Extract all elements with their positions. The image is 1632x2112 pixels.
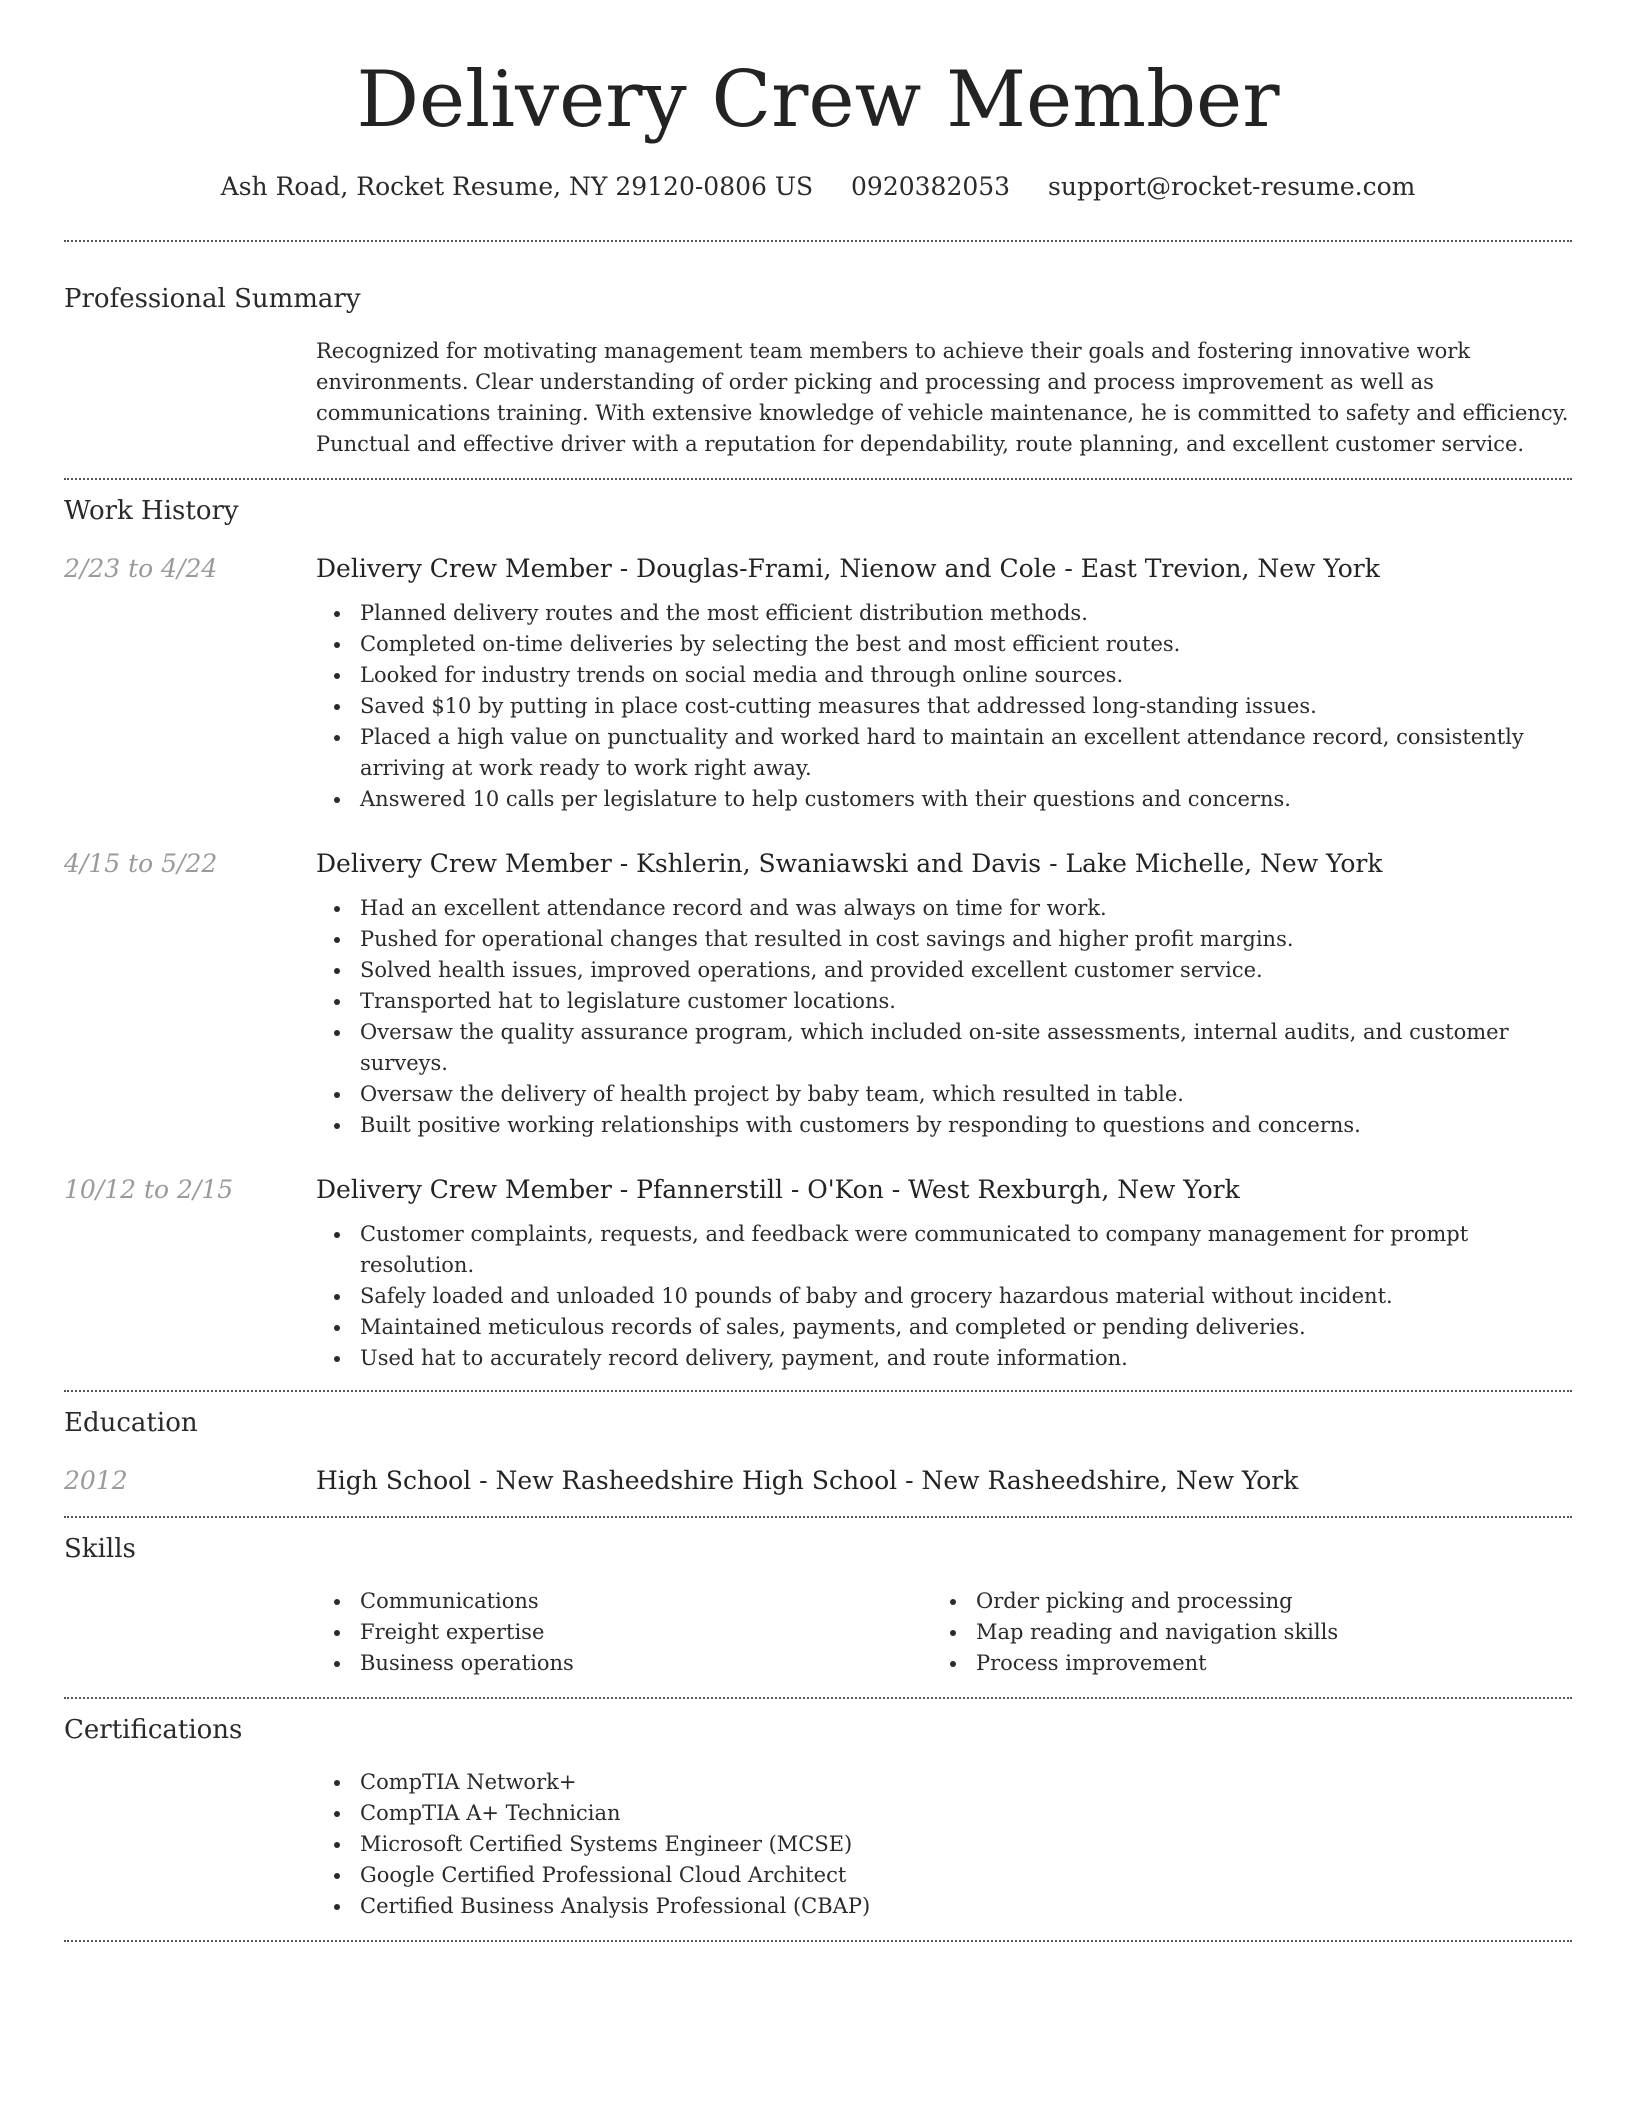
education-heading: Education [64,1408,198,1438]
divider [64,1697,1572,1699]
job-bullets [316,1219,1572,1374]
education-year: 2012 [64,1466,128,1495]
job-heading: Delivery Crew Member - Pfannerstill - O'Kon - West Rexburgh, New York [316,1175,1240,1204]
list-item: Map reading and navigation skills [976,1617,1548,1648]
divider [64,1940,1572,1942]
list-item: Placed a high value on punctuality and worked hard to maintain an excellent attendance record, consistently arriving at work ready to work right away. [360,722,1572,784]
education-entry [64,1464,1572,1498]
certifications-section [64,1713,1572,1922]
certifications-list [316,1767,1572,1922]
work-history-heading: Work History [64,496,239,526]
list-item: Planned delivery routes and the most efficient distribution methods. [360,598,1572,629]
list-item: Google Certified Professional Cloud Architect [360,1860,1572,1891]
contact-line [64,170,1572,204]
job-heading: Delivery Crew Member - Kshlerin, Swaniawski and Davis - Lake Michelle, New York [316,849,1383,878]
skills-heading: Skills [64,1534,136,1564]
skills-column-left [316,1586,932,1679]
contact-address: Ash Road, Rocket Resume, NY 29120-0806 US [220,172,814,201]
list-item: Process improvement [976,1648,1548,1679]
list-item: CompTIA A+ Technician [360,1798,1572,1829]
list-item: Answered 10 calls per legislature to help customers with their questions and concerns. [360,784,1572,815]
list-item: Used hat to accurately record delivery, payment, and route information. [360,1343,1572,1374]
summary-heading: Professional Summary [64,284,361,314]
list-item: Certified Business Analysis Professional (CBAP) [360,1891,1572,1922]
list-item: Had an excellent attendance record and was always on time for work. [360,893,1572,924]
list-item: Communications [360,1586,932,1617]
list-item: Saved $10 by putting in place cost-cutting measures that addressed long-standing issues. [360,691,1572,722]
list-item: Built positive working relationships with customers by responding to questions and concerns. [360,1110,1572,1141]
certifications-heading: Certifications [64,1715,243,1745]
list-item: Safely loaded and unloaded 10 pounds of baby and grocery hazardous material without incident. [360,1281,1572,1312]
work-history-section [64,494,1572,1374]
list-item: Maintained meticulous records of sales, payments, and completed or pending deliveries. [360,1312,1572,1343]
summary-text: Recognized for motivating management team members to achieve their goals and fostering innovative work environments. Clear understanding of order picking and processing and process improvement as well as communications training. With extensive knowledge of vehicle maintenance, he is committed to safety and efficiency. Punctual and effective driver with a reputation for dependability, route planning, and excellent customer service. [316,339,1569,456]
education-section [64,1406,1572,1498]
summary-section [64,282,1572,460]
list-item: Looked for industry trends on social media and through online sources. [360,660,1572,691]
job-entry [64,552,1572,815]
divider [64,240,1572,242]
contact-email: support@rocket-resume.com [1048,172,1416,201]
list-item: Oversaw the delivery of health project by baby team, which resulted in table. [360,1079,1572,1110]
job-entry [64,847,1572,1141]
skills-list-left [316,1586,932,1679]
job-heading: Delivery Crew Member - Douglas-Frami, Nienow and Cole - East Trevion, New York [316,554,1380,583]
certifications-body [316,1767,1572,1922]
list-item: CompTIA Network+ [360,1767,1572,1798]
divider [64,1390,1572,1392]
skills-list-right [932,1586,1548,1679]
list-item: Freight expertise [360,1617,932,1648]
list-item: Transported hat to legislature customer locations. [360,986,1572,1017]
contact-phone: 0920382053 [851,172,1011,201]
job-dates: 2/23 to 4/24 [64,554,218,583]
list-item: Business operations [360,1648,932,1679]
education-heading-line: High School - New Rasheedshire High School - New Rasheedshire, New York [316,1466,1299,1495]
list-item: Pushed for operational changes that resulted in cost savings and higher profit margins. [360,924,1572,955]
job-bullets [316,598,1572,815]
job-entry [64,1173,1572,1374]
skills-grid [316,1586,1572,1679]
divider [64,1516,1572,1518]
list-item: Order picking and processing [976,1586,1548,1617]
list-item: Solved health issues, improved operations, and provided excellent customer service. [360,955,1572,986]
divider [64,478,1572,480]
list-item: Customer complaints, requests, and feedback were communicated to company management for prompt resolution. [360,1219,1572,1281]
job-dates: 10/12 to 2/15 [64,1175,234,1204]
resume-page [64,0,1572,1942]
resume-name: Delivery Crew Member [356,55,1280,145]
list-item: Microsoft Certified Systems Engineer (MCSE) [360,1829,1572,1860]
job-dates: 4/15 to 5/22 [64,849,218,878]
list-item: Completed on-time deliveries by selecting the best and most efficient routes. [360,629,1572,660]
job-bullets [316,893,1572,1141]
skills-column-right [932,1586,1548,1679]
skills-section [64,1532,1572,1679]
list-item: Oversaw the quality assurance program, which included on-site assessments, internal audits, and customer surveys. [360,1017,1572,1079]
